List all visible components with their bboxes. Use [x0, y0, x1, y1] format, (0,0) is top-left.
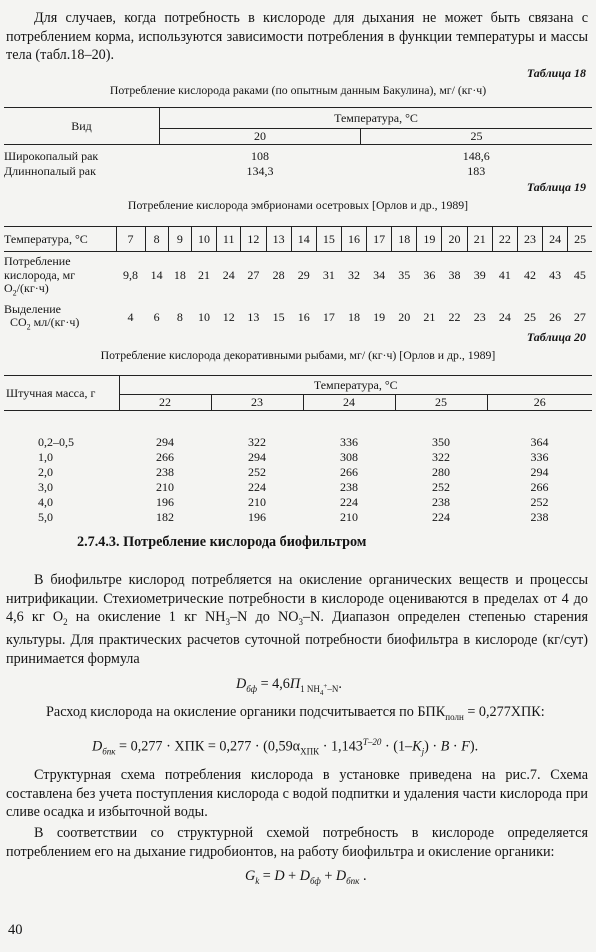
table19-release-cell: 24	[498, 309, 511, 324]
table20-cell: 224	[340, 494, 358, 509]
table19-release-cell: 8	[176, 309, 183, 324]
table-row	[4, 435, 592, 450]
intro-paragraph: Для случаев, когда потребность в кислороде для дыхания не может быть связана с потреблением корма, используются зависимости потребления в функции температуры и массы тела (табл.18–20).	[6, 10, 588, 63]
table20-cell: 322	[248, 434, 266, 449]
requirement-paragraph: В соответствии со структурной схемой потребность в кислороде определяется потреблением его на дыхание гидробионтов, на работу биофильтра и окисление органики:	[6, 825, 588, 860]
table19-release-cell: 21	[423, 309, 436, 324]
table19-release-cell: 16	[297, 309, 310, 324]
table19-caption: Потребление кислорода эмбрионами осетровых [Орлов и др., 1989]	[127, 198, 469, 212]
table19-temp-cell: 17	[367, 227, 392, 252]
table20	[4, 375, 592, 525]
table20-cell: 336	[340, 434, 358, 449]
table18-temp-25: 25	[361, 129, 593, 145]
table19-consumption-cell: 14	[150, 268, 163, 283]
table19-temp-cell: 19	[417, 227, 442, 252]
table19-consumption-cell: 9,8	[123, 268, 138, 283]
table19-consumption-cell: 42	[523, 268, 536, 283]
table20-cell: 266	[340, 464, 358, 479]
table20-cell: 210	[156, 479, 174, 494]
table18-cell: 148,6	[462, 149, 490, 163]
table20-cell: 224	[248, 479, 266, 494]
table19-consumption-cell: 45	[573, 268, 586, 283]
table19-consumption-cell: 41	[498, 268, 511, 283]
table19-temp-cell: 14	[291, 227, 316, 252]
table20-temp-cell: 24	[303, 395, 395, 411]
table20-cell: 350	[432, 434, 450, 449]
table20-cell: 364	[530, 434, 549, 449]
table20-cell: 252	[248, 464, 266, 479]
table18-cell: 134,3	[246, 164, 274, 178]
table20-cell: 294	[156, 434, 174, 449]
structure-paragraph: Структурная схема потребления кислорода в установке приведена на рис.7. Схема составлена без учета поступления кислорода с водой подпитки и удаления части кислорода при сливе осадка и избыточной воды.	[6, 767, 588, 820]
table19-temp-cell: 11	[217, 227, 241, 252]
table20-temp-cell: 25	[395, 395, 487, 411]
table20-spacer	[4, 411, 592, 435]
table19-temp-cell: 21	[467, 227, 492, 252]
table19-temp-cell: 22	[492, 227, 517, 252]
table-row	[4, 510, 592, 525]
table19-release-cell: 27	[573, 309, 586, 324]
table19-release-cell: 13	[247, 309, 260, 324]
formula-biofilter: $D_{бф} = 4,6П_{1 NH_4^+-N}$.	[236, 676, 342, 697]
table19-consumption-cell: 35	[398, 268, 411, 283]
table19-release-cell: 25	[523, 309, 536, 324]
table19-consumption-cell: 32	[347, 268, 360, 283]
table19-release-cell: 4	[127, 309, 134, 324]
table18-temp-20: 20	[160, 129, 361, 145]
table20-mass: 0,2–0,5	[38, 434, 74, 449]
table18	[4, 107, 592, 179]
table19-temp-cell: 23	[517, 227, 542, 252]
table20-mass: 1,0	[38, 449, 53, 464]
table20-cell: 238	[340, 479, 358, 494]
table-row	[4, 465, 592, 480]
table19-release-cell: 20	[398, 309, 411, 324]
table19-temp-cell: 20	[442, 227, 467, 252]
table20-group-label: Температура, °С	[119, 376, 592, 395]
table19-temp-cell: 12	[241, 227, 266, 252]
table-row	[4, 164, 592, 179]
table19-release-cell: 22	[448, 309, 461, 324]
table18-caption: Потребление кислорода раками (по опытным данным Бакулина), мг/ (кг·ч)	[109, 83, 487, 97]
table20-mass: 3,0	[38, 479, 53, 494]
table20-cell: 294	[248, 449, 266, 464]
table19-temp-label: Температура, °С	[4, 227, 116, 252]
table20-cell: 336	[530, 449, 549, 464]
table19-temp-cell: 13	[266, 227, 291, 252]
table19-release-cell: 6	[153, 309, 160, 324]
table19	[4, 226, 592, 334]
table19-temp-cell: 9	[168, 227, 191, 252]
table19-release-cell: 26	[549, 309, 562, 324]
table19-consumption-cell: 21	[197, 268, 210, 283]
table18-col-label: Вид	[4, 108, 160, 145]
table20-cell: 252	[432, 479, 450, 494]
table20-cell: 196	[156, 494, 174, 509]
table18-group-label: Температура, °С	[160, 108, 593, 129]
table19-consumption-cell: 36	[423, 268, 436, 283]
table19-temp-cell: 7	[116, 227, 145, 252]
table18-row-name: Широкопалый рак	[4, 149, 99, 163]
table19-temp-cell: 24	[543, 227, 568, 252]
table19-consumption-cell: 27	[247, 268, 260, 283]
table19-release-label: Выделение $CO_2$ мл/(кг·ч)	[4, 301, 80, 332]
table18-cell: 108	[251, 149, 269, 163]
formula-total: $G_k = D + D_{бф} + D_{бпк}$ .	[245, 868, 367, 886]
bpk-paragraph: Расход кислорода на окисление органики подсчитывается по $БПК_{полн} = 0,277ХПК$:	[46, 704, 545, 722]
table19-consumption-cell: 29	[297, 268, 310, 283]
table19-temp-cell: 15	[316, 227, 341, 252]
table-row	[4, 495, 592, 510]
table18-row-name: Длиннопалый рак	[4, 164, 96, 178]
table20-temp-cell: 22	[119, 395, 211, 411]
table20-temp-cell: 23	[211, 395, 303, 411]
table20-col-label: Штучная масса, г	[4, 376, 119, 411]
table19-consumption-cell: 43	[549, 268, 562, 283]
table20-cell: 308	[340, 449, 358, 464]
table19-consumption-cell: 24	[222, 268, 235, 283]
table20-temp-cell: 26	[487, 395, 592, 411]
table19-consumption-cell: 31	[322, 268, 335, 283]
biofilter-paragraph: В биофильтре кислород потребляется на окисление органических веществ и процессы нитрификации. Стехиометрические потребности в кислороде оцениваются в пределах от 4 до 4,6 кг $O_2$ на окисление 1 кг $NH_3-N$ до $NO_3-N$. Диапазон определен степенью старения культуры. Для практических расчетов суточной потребности биофильтра в кислороде (кг/сут) принимается формула	[6, 572, 588, 667]
page-number: 40	[8, 922, 23, 938]
table19-temp-cell: 10	[191, 227, 216, 252]
table-row	[4, 450, 592, 465]
table20-cell: 210	[248, 494, 266, 509]
table19-temp-cell: 8	[145, 227, 168, 252]
table20-cell: 294	[530, 464, 549, 479]
table19-temp-cell: 18	[392, 227, 417, 252]
table20-number: Таблица 20	[526, 330, 586, 344]
table19-consumption-cell: 18	[173, 268, 186, 283]
table19-consumption-cell: 38	[448, 268, 461, 283]
table20-cell: 252	[530, 494, 549, 509]
table20-cell: 196	[248, 509, 266, 524]
table20-cell: 280	[432, 464, 450, 479]
table19-consumption-cell: 28	[272, 268, 285, 283]
table19-consumption-label: Потребление кислорода, мг $O_2/(кг\cdot ч)$	[4, 254, 76, 298]
table19-release-cell: 17	[322, 309, 335, 324]
table20-cell: 238	[432, 494, 450, 509]
table19-release-cell: 19	[373, 309, 386, 324]
table19-number: Таблица 19	[526, 180, 586, 194]
table19-release-cell: 18	[347, 309, 360, 324]
table20-cell: 322	[432, 449, 450, 464]
table20-cell: 238	[530, 509, 549, 524]
table20-cell: 238	[156, 464, 174, 479]
table18-number: Таблица 18	[526, 66, 586, 80]
table19-release-cell: 23	[473, 309, 486, 324]
table19-release-cell: 12	[222, 309, 235, 324]
section-heading: 2.7.4.3. Потребление кислорода биофильтром	[77, 534, 367, 550]
table20-mass: 5,0	[38, 509, 53, 524]
formula-bpk: $D_{бпк} = 0,277$ · ХПК = $0,277 \cdot (0,59\alpha_{ХПК} \cdot 1,143^{T-20} \cdot (1-K_j) \cdot B \cdot F)$.	[92, 737, 479, 757]
table20-cell: 266	[156, 449, 174, 464]
table20-caption: Потребление кислорода декоративными рыбами, мг/ (кг·ч) [Орлов и др., 1989]	[100, 348, 496, 362]
table19-temp-cell: 25	[568, 227, 592, 252]
table19-release-cell: 10	[197, 309, 210, 324]
table20-mass: 2,0	[38, 464, 53, 479]
table19-temp-cell: 16	[341, 227, 366, 252]
table-row	[4, 480, 592, 495]
table19-consumption-cell: 39	[473, 268, 486, 283]
table20-cell: 210	[340, 509, 358, 524]
table19-release-cell: 15	[272, 309, 285, 324]
table20-cell: 224	[432, 509, 450, 524]
table20-cell: 266	[530, 479, 549, 494]
table20-mass: 4,0	[38, 494, 53, 509]
table19-consumption-cell: 34	[373, 268, 386, 283]
table20-cell: 182	[156, 509, 174, 524]
table-row	[4, 145, 592, 165]
table18-cell: 183	[467, 164, 486, 178]
